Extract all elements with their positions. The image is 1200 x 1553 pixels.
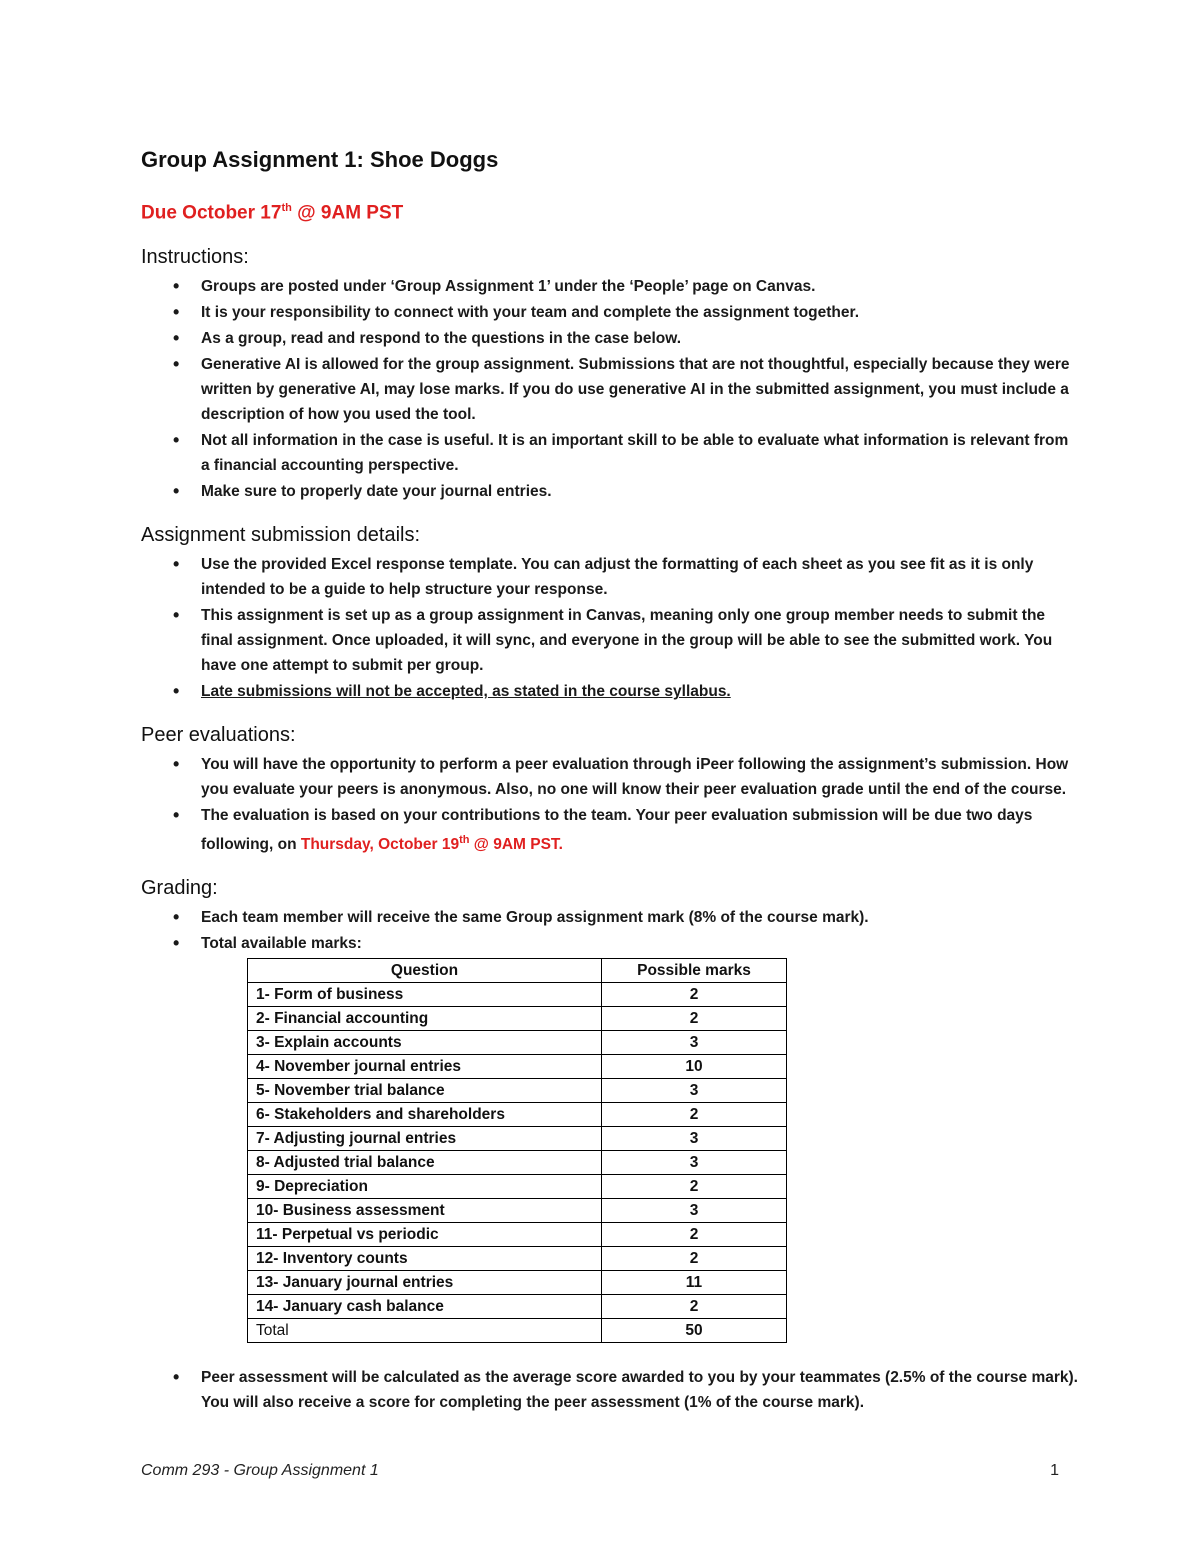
submission-item: • Use the provided Excel response template. You can adjust the formatting of each sheet as you see fit as it is only intended to be a guide to help structure your response. xyxy=(201,552,1081,602)
grading-item: • Each team member will receive the same Group assignment mark (8% of the course mark). xyxy=(201,905,1081,930)
total-label-cell: Total xyxy=(248,1319,602,1343)
table-row xyxy=(248,1175,787,1199)
marks-cell: 2 xyxy=(602,1295,787,1319)
question-cell: 5- November trial balance xyxy=(248,1079,602,1103)
page-title: Group Assignment 1: Shoe Doggs xyxy=(141,147,499,172)
footer-course: Comm 293 - Group Assignment 1 xyxy=(141,1462,379,1479)
due-date-suffix: @ 9AM PST xyxy=(291,202,404,224)
question-cell: 3- Explain accounts xyxy=(248,1031,602,1055)
question-cell: 14- January cash balance xyxy=(248,1295,602,1319)
column-header-marks: Possible marks xyxy=(602,959,787,983)
grading-list-after xyxy=(141,1365,1081,1415)
question-cell: 4- November journal entries xyxy=(248,1055,602,1079)
peer-list xyxy=(141,752,1081,857)
due-date-prefix: Due October 17 xyxy=(141,202,282,224)
grading-heading: Grading: xyxy=(141,877,218,900)
total-value-cell: 50 xyxy=(602,1319,787,1343)
question-cell: 13- January journal entries xyxy=(248,1271,602,1295)
table-row xyxy=(248,1223,787,1247)
marks-cell: 10 xyxy=(602,1055,787,1079)
marks-cell: 2 xyxy=(602,1103,787,1127)
instruction-item: • As a group, read and respond to the questions in the case below. xyxy=(201,326,1081,351)
marks-cell: 2 xyxy=(602,983,787,1007)
table-row xyxy=(248,1103,787,1127)
instruction-item: • It is your responsibility to connect with your team and complete the assignment together. xyxy=(201,300,1081,325)
due-date xyxy=(141,195,1081,226)
table-row xyxy=(248,1007,787,1031)
table-row xyxy=(248,1271,787,1295)
peer-due-date-text: Thursday, October 19 xyxy=(300,836,460,854)
marks-cell: 3 xyxy=(602,1031,787,1055)
instruction-item: • Make sure to properly date your journal entries. xyxy=(201,479,1081,504)
marks-cell: 3 xyxy=(602,1127,787,1151)
table-header-row xyxy=(248,959,787,983)
table-row xyxy=(248,1055,787,1079)
peer-due-prefix: The evaluation is based on your contributions to the team. Your peer evaluation submission will be due two days following, on xyxy=(201,807,1033,854)
marks-table xyxy=(247,958,787,1343)
submission-item: • This assignment is set up as a group assignment in Canvas, meaning only one group member needs to submit the final assignment. Once uploaded, it will sync, and everyone in the group will be able to see the submitted work. You have one attempt to submit per group. xyxy=(201,603,1081,678)
table-row xyxy=(248,1247,787,1271)
question-cell: 2- Financial accounting xyxy=(248,1007,602,1031)
page-number: 1 xyxy=(1050,1462,1059,1479)
grading-item: • Total available marks: xyxy=(201,931,1081,956)
peer-item-due xyxy=(201,803,1081,857)
grading-item: • Peer assessment will be calculated as the average score awarded to you by your teammates (2.5% of the course mark). You will also receive a score for completing the peer assessment (1% of the course mark). xyxy=(201,1365,1081,1415)
question-cell: 10- Business assessment xyxy=(248,1199,602,1223)
marks-cell: 3 xyxy=(602,1199,787,1223)
marks-table-body xyxy=(248,983,787,1343)
table-row xyxy=(248,1295,787,1319)
table-row xyxy=(248,1031,787,1055)
question-cell: 9- Depreciation xyxy=(248,1175,602,1199)
question-cell: 6- Stakeholders and shareholders xyxy=(248,1103,602,1127)
page-footer xyxy=(141,1462,1059,1480)
instructions-list xyxy=(141,274,1081,504)
table-row xyxy=(248,1151,787,1175)
table-row xyxy=(248,1199,787,1223)
marks-cell: 3 xyxy=(602,1151,787,1175)
table-total-row xyxy=(248,1319,787,1343)
table-row xyxy=(248,1127,787,1151)
peer-heading: Peer evaluations: xyxy=(141,724,296,747)
column-header-question: Question xyxy=(248,959,602,983)
grading-list xyxy=(141,905,1081,956)
question-cell: 12- Inventory counts xyxy=(248,1247,602,1271)
question-cell: 1- Form of business xyxy=(248,983,602,1007)
document-body xyxy=(141,145,1081,1416)
due-date-sup: th xyxy=(281,202,292,214)
peer-due-date xyxy=(301,836,563,853)
table-row xyxy=(248,983,787,1007)
submission-list xyxy=(141,552,1081,704)
peer-due-date-suffix: @ 9AM PST. xyxy=(469,836,563,854)
marks-cell: 2 xyxy=(602,1247,787,1271)
instruction-item: • Groups are posted under ‘Group Assignment 1’ under the ‘People’ page on Canvas. xyxy=(201,274,1081,299)
instruction-item: • Not all information in the case is useful. It is an important skill to be able to evaluate what information is relevant from a financial accounting perspective. xyxy=(201,428,1081,478)
marks-cell: 2 xyxy=(602,1007,787,1031)
instruction-item: • Generative AI is allowed for the group assignment. Submissions that are not thoughtful, especially because they were written by generative AI, may lose marks. If you do use generative AI in the submitted assignment, you must include a description of how you used the tool. xyxy=(201,352,1081,427)
table-row xyxy=(248,1079,787,1103)
instructions-heading: Instructions: xyxy=(141,246,249,269)
peer-item: • You will have the opportunity to perform a peer evaluation through iPeer following the assignment’s submission. How you evaluate your peers is anonymous. Also, no one will know their peer evaluation grade until the end of the course. xyxy=(201,752,1081,802)
question-cell: 8- Adjusted trial balance xyxy=(248,1151,602,1175)
marks-cell: 2 xyxy=(602,1223,787,1247)
marks-cell: 3 xyxy=(602,1079,787,1103)
submission-heading: Assignment submission details: xyxy=(141,524,421,547)
marks-cell: 2 xyxy=(602,1175,787,1199)
peer-due-sup: th xyxy=(459,834,470,847)
question-cell: 7- Adjusting journal entries xyxy=(248,1127,602,1151)
late-submission-note: • Late submissions will not be accepted, as stated in the course syllabus. xyxy=(201,679,1081,704)
question-cell: 11- Perpetual vs periodic xyxy=(248,1223,602,1247)
marks-cell: 11 xyxy=(602,1271,787,1295)
